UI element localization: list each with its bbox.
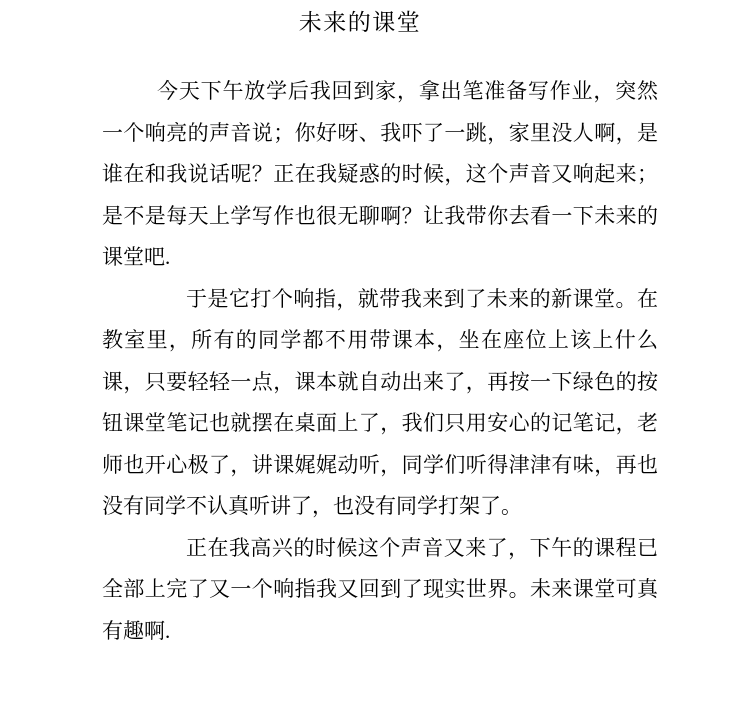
- paragraph-2: 于是它打个响指，就带我来到了未来的新课堂。在教室里，所有的同学都不用带课本，坐在座位上该上什么课，只要轻轻一点，课本就自动出来了，再按一下绿色的按钮课堂笔记也就摆在桌面上了，我们只用安心的记笔记，老师也开心极了，讲课娓娓动听，同学们听得津津有味，再也没有同学不认真听讲了，也没有同学打架了。: [102, 286, 658, 518]
- paragraph-1: 今天下午放学后我回到家，拿出笔准备写作业，突然一个响亮的声音说；你好呀、我吓了一跳，家里没人啊，是谁在和我说话呢？正在我疑惑的时候，这个声音又响起来；是不是每天上学写作也很无聊啊？让我带你去看一下未来的课堂吧.: [102, 79, 658, 269]
- document-body: [102, 71, 658, 652]
- paragraph-3: 正在我高兴的时候这个声音又来了，下午的课程已全部上完了又一个响指我又回到了现实世界。未来课堂可真有趣啊.: [102, 535, 658, 643]
- document-title: 未来的课堂: [298, 10, 422, 35]
